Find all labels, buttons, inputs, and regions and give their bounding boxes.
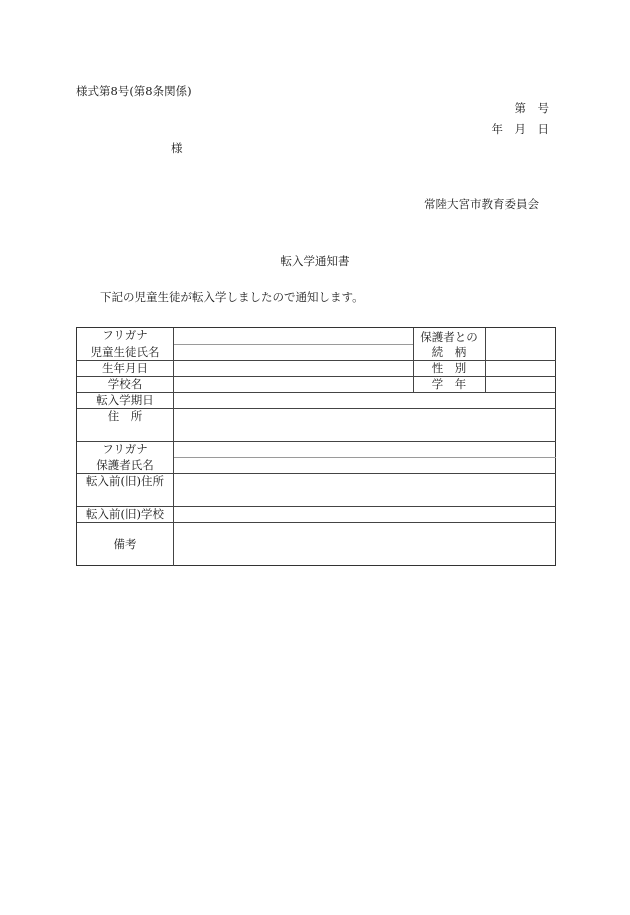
guardian-name-label: 保護者氏名 (96, 458, 154, 472)
transfer-form-table (76, 327, 556, 566)
remarks-label: 備考 (113, 537, 137, 551)
row-divider (77, 522, 556, 523)
gender-label: 性 別 (431, 361, 467, 375)
birth-date-label: 生年月日 (102, 361, 148, 375)
transfer-date-label: 転入学期日 (96, 393, 154, 407)
document-date: 年 月 日 (491, 122, 549, 136)
previous-address-label: 転入前(旧)住所 (86, 474, 164, 488)
lead-text: 下記の児童生徒が転入学しましたので通知します。 (100, 290, 364, 304)
grade-label: 学 年 (431, 377, 467, 391)
school-name-label: 学校名 (107, 377, 143, 391)
guardian-furigana-label: フリガナ (102, 442, 148, 456)
addressee-suffix: 様 (171, 141, 183, 155)
furigana-divider (173, 344, 413, 345)
right-value-divider (485, 328, 486, 392)
row-divider (77, 441, 556, 442)
relation-label-line1: 保護者との (420, 330, 478, 344)
row-divider (77, 408, 556, 409)
address-label: 住 所 (107, 409, 143, 423)
student-name-label: 児童生徒氏名 (90, 345, 160, 359)
previous-school-label: 転入前(旧)学校 (86, 507, 164, 521)
label-column-divider (173, 328, 174, 566)
document-title: 転入学通知書 (280, 254, 350, 268)
issuer-name: 常陸大宮市教育委員会 (424, 197, 539, 211)
form-number: 様式第8号(第8条関係) (76, 84, 192, 98)
guardian-furigana-divider (173, 457, 556, 458)
relation-label-line2: 続 柄 (431, 345, 467, 359)
document-number: 第 号 (514, 101, 549, 115)
furigana-label: フリガナ (102, 328, 148, 342)
